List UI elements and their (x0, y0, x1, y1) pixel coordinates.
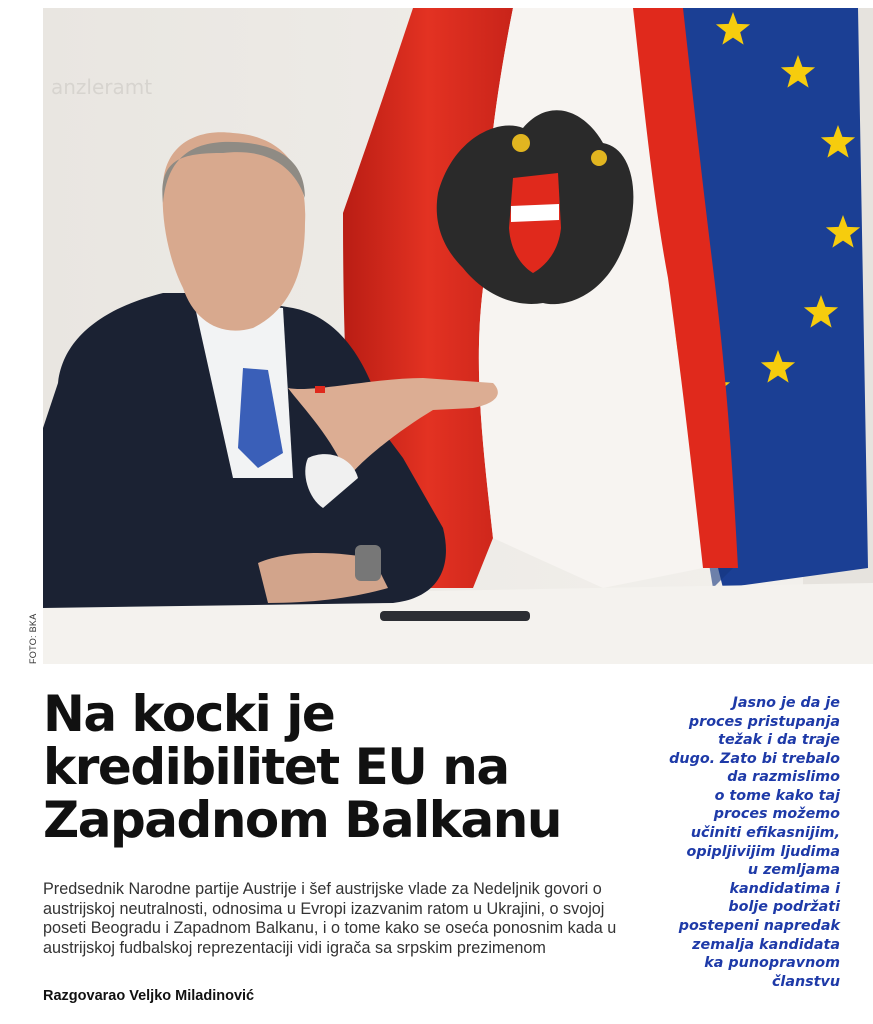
headline-line: Na kocki je (43, 685, 335, 743)
headline-line: Zapadnom Balkanu (43, 791, 561, 849)
photo-illustration (43, 8, 873, 664)
pull-quote-line: bolje podržati (728, 899, 840, 916)
pull-quote-line: težak i da traje (718, 732, 840, 749)
pull-quote-line: u zemljama (747, 862, 840, 879)
lapel-pin (315, 386, 325, 393)
pull-quote-line: učiniti efikasnijim, (690, 825, 840, 842)
pull-quote-line: zemalja kandidata (692, 936, 840, 953)
pull-quote-line: o tome kako taj (714, 787, 840, 804)
photo-credit: FOTO: BKA (28, 613, 38, 664)
headline (43, 685, 643, 849)
pull-quote-line: dugo. Zato bi trebalo (669, 750, 840, 767)
pull-quote-line: opipljivijim ljudima (686, 843, 840, 860)
wall-lettering: anzleramt (51, 75, 153, 99)
pull-quote-line: ka punopravnom (704, 955, 840, 972)
phone (380, 611, 530, 621)
pull-quote-line: proces pristupanja (688, 713, 840, 730)
pull-quote-line: Jasno je da je (732, 695, 840, 711)
pull-quote-line: da razmislimo (727, 769, 840, 786)
pull-quote-line: postepeni napredak (678, 917, 840, 934)
lede-paragraph: Predsednik Narodne partije Austrije i šef austrijske vlade za Nedeljnik govori o austrijskoj neutralnosti, odnosima u Evropi izazvanim ratom u Ukrajini, o svojoj poseti Beogradu i Zapadnom Balkanu, i o tome kako se oseća ponosnim kada u austrijskoj fudbalskoj reprezentaciji vidi igrača sa srpskim prezimenom (43, 880, 617, 957)
hero-photo (43, 8, 873, 664)
pull-quote (640, 694, 840, 991)
pull-quote-line: proces možemo (713, 806, 840, 823)
pull-quote-line: kandidatima i (729, 880, 840, 897)
wristwatch (355, 545, 381, 581)
headline-line: kredibilitet EU na (43, 738, 509, 796)
byline: Razgovarao Veljko Miladinović (43, 988, 255, 1004)
pull-quote-line: članstvu (771, 973, 840, 990)
